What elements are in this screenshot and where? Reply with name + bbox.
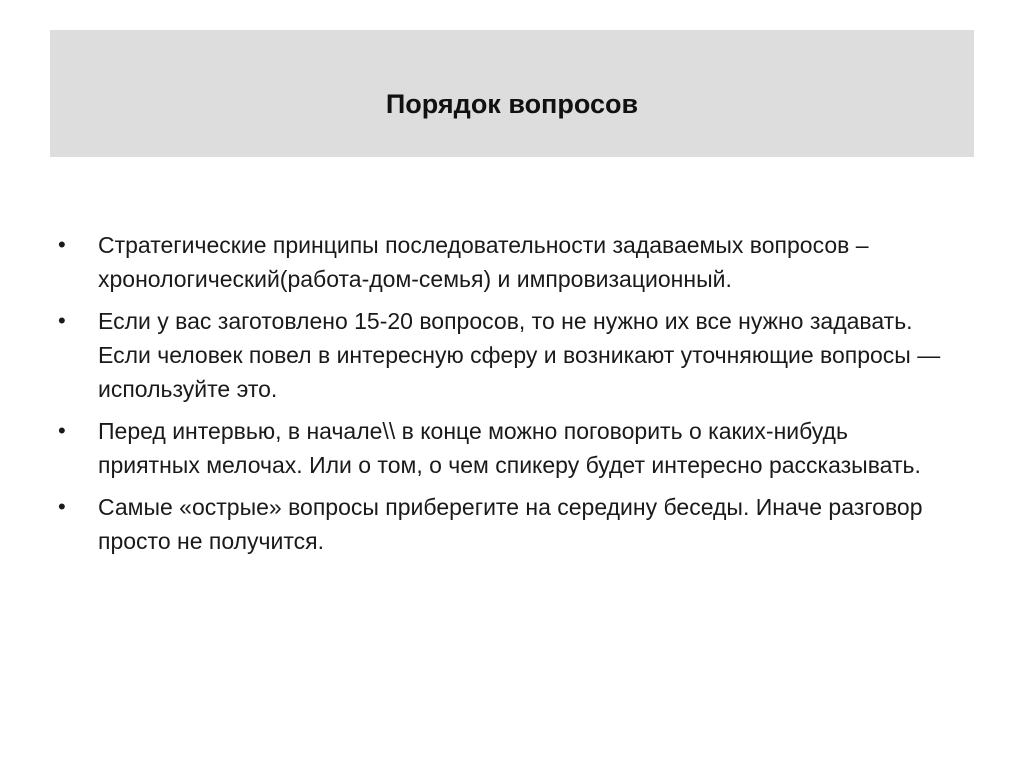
- bullet-icon: •: [58, 494, 66, 519]
- list-item-text: Стратегические принципы последовательности задаваемых вопросов – хронологический(работа-дом-семья) и импровизационный.: [98, 232, 869, 292]
- list-item: [58, 490, 948, 558]
- list-item-text: Если у вас заготовлено 15-20 вопросов, то не нужно их все нужно задавать. Если человек повел в интересную сферу и возникают уточняющие вопросы —используйте это.: [98, 308, 941, 402]
- slide-title: Порядок вопросов: [385, 89, 639, 119]
- bullet-icon: •: [58, 232, 66, 257]
- list-item-text: Самые «острые» вопросы приберегите на середину беседы. Иначе разговор просто не получится.: [98, 494, 923, 554]
- bullet-icon: •: [58, 308, 66, 333]
- bullet-list: [58, 228, 948, 566]
- list-item: [58, 304, 948, 406]
- title-bar: [50, 30, 974, 157]
- bullet-icon: •: [58, 418, 66, 443]
- list-item: [58, 414, 948, 482]
- list-item-text: Перед интервью, в начале\\ в конце можно поговорить о каких-нибудь приятных мелочах. Или о том, о чем спикеру будет интересно рассказывать.: [98, 418, 921, 478]
- list-item: [58, 228, 948, 296]
